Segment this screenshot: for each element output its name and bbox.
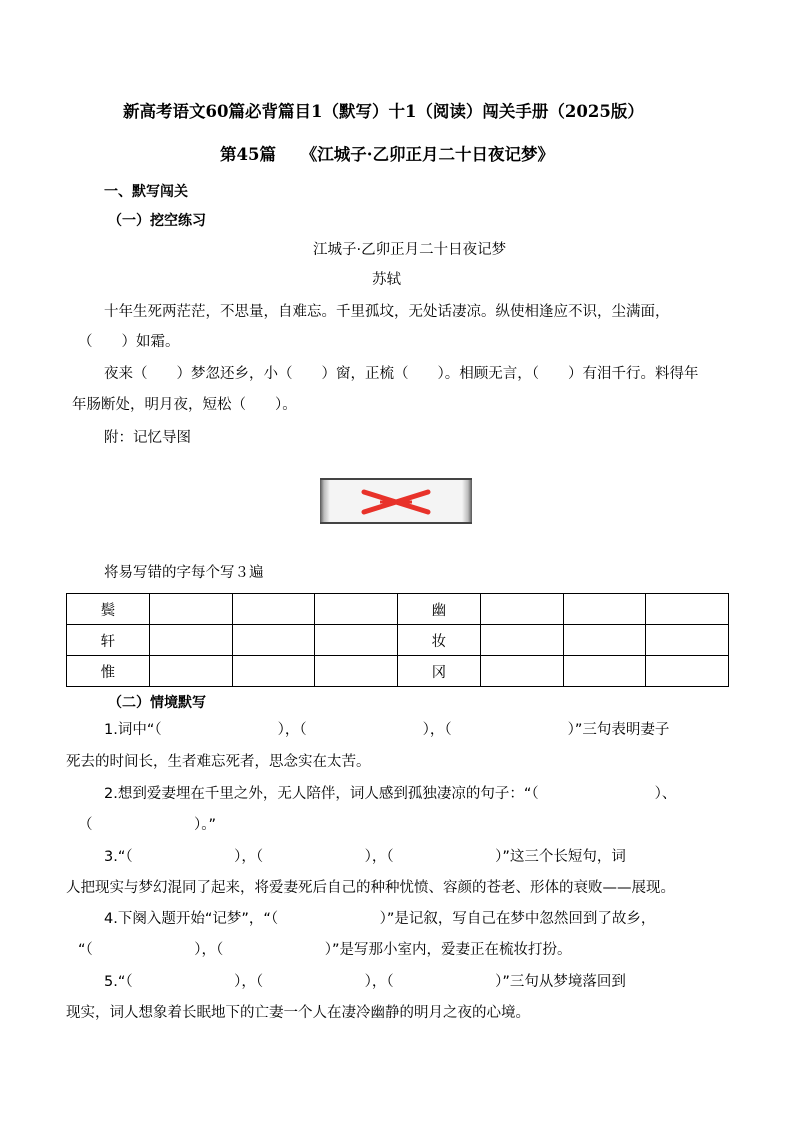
practice-instruction: 将易写错的字每个写３遍 — [104, 565, 264, 581]
write-cell[interactable] — [315, 625, 398, 656]
write-cell[interactable] — [480, 594, 563, 625]
write-cell[interactable] — [315, 594, 398, 625]
write-cell[interactable] — [232, 625, 315, 656]
section-heading-fill-blanks: （一）挖空练习 — [108, 213, 206, 229]
write-cell[interactable] — [480, 656, 563, 687]
section-heading-part1: 一、默写闯关 — [104, 184, 188, 200]
question-5-line2: 现实，词人想象着长眠地下的亡妻一个人在凄冷幽静的明月之夜的心境。 — [66, 1005, 530, 1021]
question-3-line2: 人把现实与梦幻混同了起来，将爱妻死后自己的种种忧愤、容颜的苍老、形体的衰败——展现。 — [66, 880, 675, 896]
write-cell[interactable] — [149, 656, 232, 687]
write-cell[interactable] — [480, 625, 563, 656]
write-cell[interactable] — [563, 656, 646, 687]
poem-author: 苏轼 — [372, 272, 401, 288]
table-row — [67, 594, 729, 625]
memory-map-label: 附：记忆导图 — [104, 430, 191, 446]
poem-title: 江城子·乙卯正月二十日夜记梦 — [313, 242, 507, 258]
question-1-line2: 死去的时间长，生者难忘死者，思念实在太苦。 — [66, 754, 371, 770]
char-cell: 轩 — [67, 625, 150, 656]
char-cell: 惟 — [67, 656, 150, 687]
document-subtitle: 第45篇 《江城子·乙卯正月二十日夜记梦》 — [220, 145, 554, 164]
document-title: 新高考语文60篇必背篇目1（默写）十1（阅读）闯关手册（2025版） — [123, 102, 644, 121]
question-3-line1: 3.“（ ），（ ），（ ）”这三个长短句，词 — [104, 849, 626, 865]
write-cell[interactable] — [315, 656, 398, 687]
question-1-line1: 1.词中“（ ），（ ），（ ）”三句表明妻子 — [104, 722, 670, 738]
write-cell[interactable] — [646, 656, 729, 687]
char-cell: 妆 — [398, 625, 481, 656]
poem-para2-line2: 年肠断处，明月夜，短松（ ）。 — [72, 397, 297, 413]
table-row — [67, 656, 729, 687]
writing-practice-table — [66, 593, 729, 687]
write-cell[interactable] — [646, 625, 729, 656]
write-cell[interactable] — [149, 594, 232, 625]
question-5-line1: 5.“（ ），（ ），（ ）”三句从梦境落回到 — [104, 974, 626, 990]
write-cell[interactable] — [563, 594, 646, 625]
char-cell: 鬓 — [67, 594, 150, 625]
question-4-line2: “（ ），（ ）”是写那小室内，爱妻正在梳妆打扮。 — [78, 942, 572, 958]
table-row — [67, 625, 729, 656]
question-4-line1: 4.下阕入题开始“记梦”，“（ ）”是记叙，写自己在梦中忽然回到了故乡， — [104, 911, 656, 927]
question-2-line1: 2.想到爱妻埋在千里之外，无人陪伴，词人感到孤独凄凉的句子：“（ ）、 — [104, 786, 677, 802]
write-cell[interactable] — [232, 656, 315, 687]
poem-para2-line1: 夜来（ ）梦忽还乡，小（ ）窗，正梳（ ）。相顾无言，（ ）有泪千行。料得年 — [104, 366, 699, 382]
write-cell[interactable] — [149, 625, 232, 656]
broken-image-x-icon — [360, 488, 432, 516]
write-cell[interactable] — [563, 625, 646, 656]
memory-map-image — [320, 478, 472, 524]
char-cell: 幽 — [398, 594, 481, 625]
poem-para1-line2: （ ）如霜。 — [78, 334, 180, 350]
write-cell[interactable] — [646, 594, 729, 625]
write-cell[interactable] — [232, 594, 315, 625]
question-2-line2: （ ）。” — [78, 817, 217, 833]
char-cell: 冈 — [398, 656, 481, 687]
poem-para1-line1: 十年生死两茫茫，不思量，自难忘。千里孤坟，无处话凄凉。纵使相逢应不识，尘满面， — [104, 304, 670, 320]
section-heading-context-dictation: （二）情境默写 — [108, 695, 206, 711]
